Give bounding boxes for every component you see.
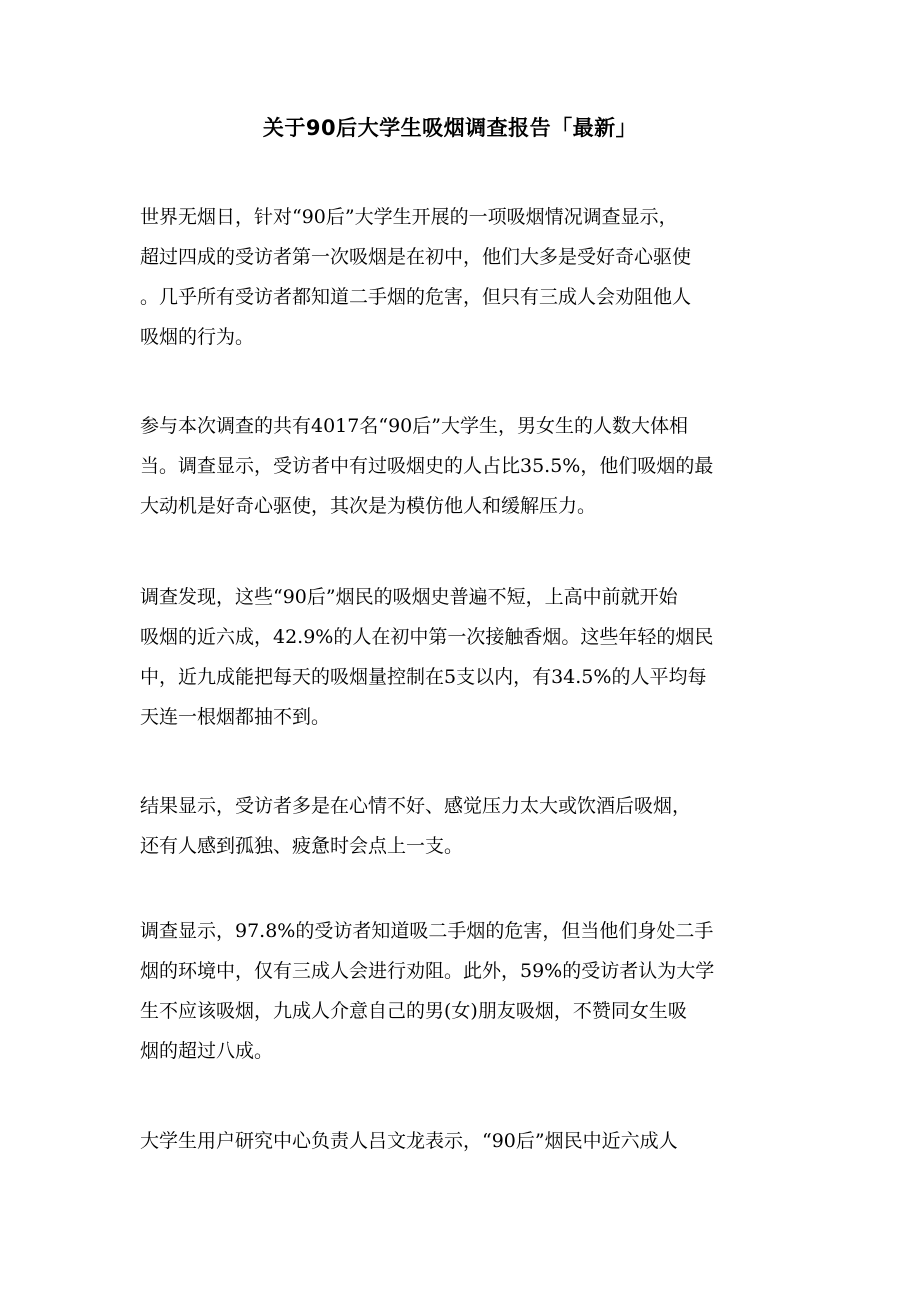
- paragraph-survey-participants: [140, 406, 785, 526]
- text-line: 大动机是好奇心驱使，其次是为模仿他人和缓解压力。: [140, 495, 597, 517]
- text-line: 超过四成的受访者第一次吸烟是在初中，他们大多是受好奇心驱使: [140, 246, 692, 268]
- document-title: 关于90后大学生吸烟调查报告「最新」: [262, 116, 638, 140]
- text-line: 参与本次调查的共有4017名“90后”大学生，男女生的人数大体相: [140, 415, 688, 437]
- text-line: 大学生用户研究中心负责人吕文龙表示，“90后”烟民中近六成人: [140, 1130, 678, 1152]
- paragraph-secondhand-smoke: [140, 911, 785, 1071]
- paragraph-world-no-tobacco-day: [140, 197, 785, 357]
- text-line: 结果显示，受访者多是在心情不好、感觉压力太大或饮酒后吸烟，: [140, 795, 692, 817]
- text-line: 中，近九成能把每天的吸烟量控制在5支以内，有34.5%的人平均每: [140, 666, 707, 688]
- text-line: 烟的超过八成。: [140, 1040, 274, 1062]
- paragraph-smoking-triggers: [140, 786, 785, 866]
- paragraph-smoking-history: [140, 577, 785, 737]
- text-line: 。几乎所有受访者都知道二手烟的危害，但只有三成人会劝阻他人: [140, 286, 692, 308]
- text-line: 天连一根烟都抽不到。: [140, 706, 331, 728]
- text-line: 调查发现，这些“90后”烟民的吸烟史普遍不短，上高中前就开始: [140, 586, 678, 608]
- text-line: 当。调查显示，受访者中有过吸烟史的人占比35.5%，他们吸烟的最: [140, 455, 714, 477]
- text-line: 吸烟的近六成，42.9%的人在初中第一次接触香烟。这些年轻的烟民: [140, 626, 714, 648]
- paragraph-research-center-comment: [140, 1121, 785, 1161]
- text-line: 吸烟的行为。: [140, 326, 255, 348]
- text-line: 烟的环境中，仅有三成人会进行劝阻。此外，59%的受访者认为大学: [140, 960, 715, 982]
- text-line: 世界无烟日，针对“90后”大学生开展的一项吸烟情况调查显示，: [140, 206, 678, 228]
- text-line: 调查显示，97.8%的受访者知道吸二手烟的危害，但当他们身处二手: [140, 920, 714, 942]
- text-line: 还有人感到孤独、疲惫时会点上一支。: [140, 835, 464, 857]
- text-line: 生不应该吸烟，九成人介意自己的男(女)朋友吸烟，不赞同女生吸: [140, 1000, 687, 1022]
